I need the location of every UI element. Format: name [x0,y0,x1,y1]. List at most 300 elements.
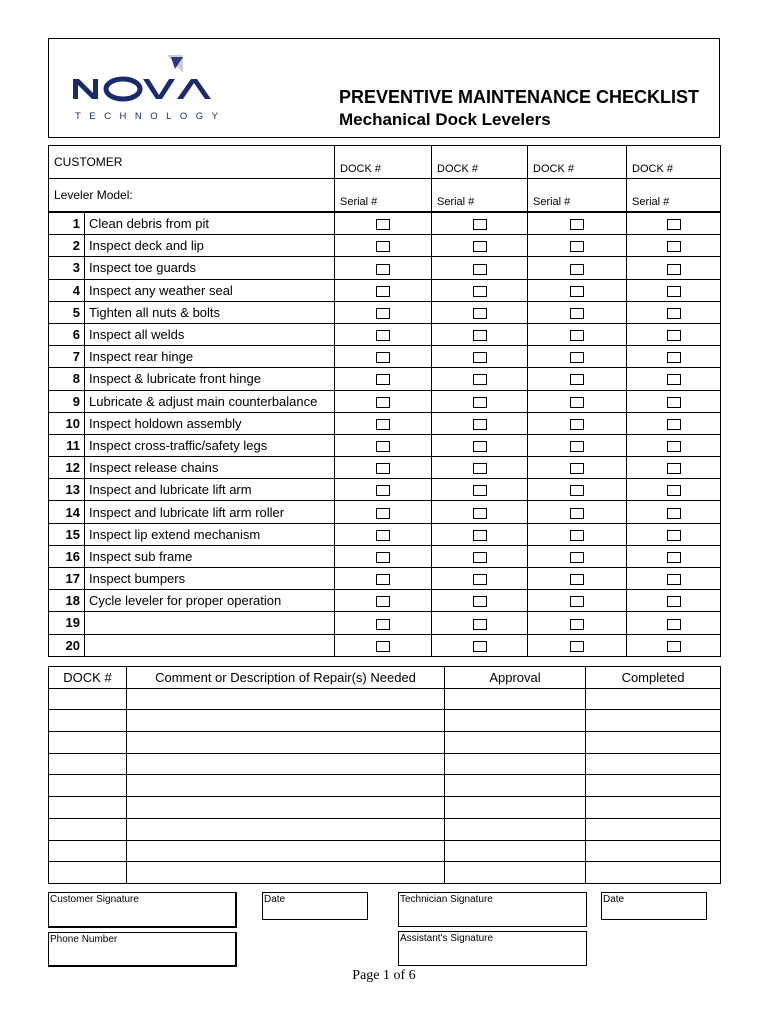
dock-check-cell [528,213,627,235]
checkbox[interactable] [376,641,390,652]
dock-label: DOCK # [335,146,432,179]
checkbox[interactable] [570,641,584,652]
checkbox[interactable] [570,419,584,430]
checklist-row [49,346,721,368]
checkbox[interactable] [570,219,584,230]
checkbox[interactable] [376,352,390,363]
repair-approval-cell[interactable] [445,688,586,710]
dock-check-cell [335,457,432,479]
item-number: 19 [49,612,85,634]
checkbox[interactable] [667,574,681,585]
dock-check-cell [627,235,721,257]
repair-approval-cell[interactable] [445,710,586,732]
task-description: Inspect release chains [85,457,335,479]
checkbox[interactable] [570,286,584,297]
checkbox[interactable] [376,330,390,341]
repair-completed-cell[interactable] [586,688,721,710]
dock-check-cell [528,257,627,279]
checkbox[interactable] [473,330,487,341]
repair-comment-cell[interactable] [127,862,445,884]
dock-label: DOCK # [528,146,627,179]
dock-check-cell [627,390,721,412]
repair-comment-cell[interactable] [127,797,445,819]
checklist-row [49,501,721,523]
checkbox[interactable] [473,419,487,430]
task-description: Tighten all nuts & bolts [85,301,335,323]
dock-check-cell [528,501,627,523]
repair-completed-cell[interactable] [586,818,721,840]
checkbox[interactable] [667,530,681,541]
nova-technology-logo [71,53,241,123]
checklist-row [49,590,721,612]
serial-label: Serial # [528,179,627,212]
customer-signature-label: Customer Signature [50,894,139,905]
repair-dock-cell[interactable] [49,775,127,797]
checkbox[interactable] [667,641,681,652]
dock-check-cell [528,590,627,612]
task-description: Inspect & lubricate front hinge [85,368,335,390]
checkbox[interactable] [570,485,584,496]
repair-approval-cell[interactable] [445,775,586,797]
repair-row [49,710,721,732]
document-title: PREVENTIVE MAINTENANCE CHECKLIST [339,87,700,107]
dock-check-cell [335,346,432,368]
item-number: 18 [49,590,85,612]
checkbox[interactable] [473,485,487,496]
dock-check-cell [528,612,627,634]
repair-approval-cell[interactable] [445,862,586,884]
dock-check-cell [627,568,721,590]
repair-completed-cell[interactable] [586,840,721,862]
checkbox[interactable] [570,463,584,474]
checkbox[interactable] [667,397,681,408]
checklist-row [49,301,721,323]
dock-check-cell [432,390,528,412]
dock-check-cell [335,523,432,545]
checkbox[interactable] [473,219,487,230]
repair-comment-cell[interactable] [127,710,445,732]
dock-check-cell [432,634,528,656]
checklist-row [49,257,721,279]
dock-check-cell [627,257,721,279]
dock-check-cell [627,612,721,634]
checkbox[interactable] [473,574,487,585]
dock-check-cell [627,346,721,368]
dock-check-cell [528,457,627,479]
checkbox[interactable] [473,264,487,275]
checkbox[interactable] [473,508,487,519]
checkbox[interactable] [570,241,584,252]
repair-row [49,840,721,862]
task-description: Inspect rear hinge [85,346,335,368]
checkbox[interactable] [376,241,390,252]
dock-check-cell [528,346,627,368]
checkbox[interactable] [570,352,584,363]
checkbox[interactable] [667,308,681,319]
dock-check-cell [528,390,627,412]
dock-check-cell [335,368,432,390]
document-subtitle: Mechanical Dock Levelers [339,110,551,129]
checkbox[interactable] [570,552,584,563]
checkbox[interactable] [667,485,681,496]
dock-check-cell [432,235,528,257]
item-number: 15 [49,523,85,545]
repair-row [49,818,721,840]
dock-check-cell [335,412,432,434]
dock-check-cell [528,634,627,656]
checklist-row [49,323,721,345]
assistant-signature-label: Assistant's Signature [400,933,494,944]
checkbox[interactable] [667,374,681,385]
dock-check-cell [627,213,721,235]
checkbox[interactable] [667,286,681,297]
dock-check-cell [627,523,721,545]
dock-check-cell [432,523,528,545]
customer-signature-field[interactable] [48,892,237,928]
dock-check-cell [335,301,432,323]
checklist-row [49,479,721,501]
checkbox[interactable] [570,330,584,341]
checkbox[interactable] [570,596,584,607]
dock-check-cell [335,434,432,456]
dock-check-cell [528,568,627,590]
checkbox[interactable] [667,352,681,363]
item-number: 9 [49,390,85,412]
dock-check-cell [335,279,432,301]
dock-check-cell [335,213,432,235]
item-number: 6 [49,323,85,345]
checklist-row [49,235,721,257]
checkbox[interactable] [376,286,390,297]
checkbox[interactable] [376,264,390,275]
item-number: 16 [49,545,85,567]
leveler-model-label: Leveler Model: [49,179,335,212]
checkbox[interactable] [473,352,487,363]
dock-check-cell [528,323,627,345]
repair-comment-cell[interactable] [127,732,445,754]
repairs-table [48,666,721,884]
item-number: 4 [49,279,85,301]
date-field-1[interactable] [262,892,368,920]
dock-check-cell [627,457,721,479]
dock-check-cell [335,612,432,634]
task-description: Inspect bumpers [85,568,335,590]
checkbox[interactable] [473,619,487,630]
checkbox[interactable] [376,485,390,496]
checkbox[interactable] [473,530,487,541]
dock-check-cell [335,501,432,523]
repair-approval-cell[interactable] [445,732,586,754]
task-description: Inspect and lubricate lift arm [85,479,335,501]
date-label: Date [264,894,286,905]
repair-row [49,797,721,819]
dock-check-cell [528,523,627,545]
item-number: 17 [49,568,85,590]
item-number: 7 [49,346,85,368]
repair-comment-cell[interactable] [127,840,445,862]
task-description: Inspect all welds [85,323,335,345]
dock-label: DOCK # [432,146,528,179]
repairs-header-comment: Comment or Description of Repair(s) Needed [127,667,445,689]
dock-check-cell [432,368,528,390]
checkbox[interactable] [376,308,390,319]
serial-label: Serial # [432,179,528,212]
dock-check-cell [335,235,432,257]
dock-check-cell [627,301,721,323]
item-number: 3 [49,257,85,279]
repair-dock-cell[interactable] [49,710,127,732]
dock-check-cell [335,545,432,567]
checklist-row [49,612,721,634]
checkbox[interactable] [376,441,390,452]
task-description: Cycle leveler for proper operation [85,590,335,612]
dock-check-cell [627,279,721,301]
customer-info-table [48,145,721,212]
checkbox[interactable] [667,552,681,563]
checkbox[interactable] [667,330,681,341]
checkbox[interactable] [667,219,681,230]
dock-label: DOCK # [627,146,721,179]
checkbox[interactable] [667,419,681,430]
checkbox[interactable] [570,619,584,630]
svg-text:TECHNOLOGY: TECHNOLOGY [75,111,227,122]
checklist-row [49,457,721,479]
technician-signature-field[interactable] [398,892,587,927]
checkbox[interactable] [570,308,584,319]
phone-number-field[interactable] [48,932,237,967]
repair-dock-cell[interactable] [49,732,127,754]
dock-check-cell [627,479,721,501]
item-number: 8 [49,368,85,390]
repair-comment-cell[interactable] [127,818,445,840]
repair-row [49,688,721,710]
checkbox[interactable] [667,241,681,252]
dock-check-cell [528,434,627,456]
checkbox[interactable] [473,286,487,297]
checkbox[interactable] [473,441,487,452]
dock-check-cell [335,323,432,345]
dock-check-cell [432,457,528,479]
checkbox[interactable] [570,574,584,585]
checklist-row [49,279,721,301]
checkbox[interactable] [570,374,584,385]
dock-check-cell [335,257,432,279]
dock-check-cell [432,257,528,279]
checklist-row [49,368,721,390]
checkbox[interactable] [570,530,584,541]
checkbox[interactable] [376,552,390,563]
dock-check-cell [335,634,432,656]
task-description [85,634,335,656]
dock-check-cell [432,545,528,567]
dock-check-cell [528,368,627,390]
dock-check-cell [627,590,721,612]
dock-check-cell [627,634,721,656]
repair-dock-cell[interactable] [49,797,127,819]
repair-completed-cell[interactable] [586,797,721,819]
checkbox[interactable] [376,397,390,408]
task-description: Inspect toe guards [85,257,335,279]
task-description: Inspect and lubricate lift arm roller [85,501,335,523]
repair-dock-cell[interactable] [49,753,127,775]
checkbox[interactable] [667,441,681,452]
repair-comment-cell[interactable] [127,753,445,775]
repair-completed-cell[interactable] [586,732,721,754]
checklist-row [49,390,721,412]
repair-dock-cell[interactable] [49,862,127,884]
dock-check-cell [627,434,721,456]
checkbox[interactable] [473,552,487,563]
repair-completed-cell[interactable] [586,775,721,797]
dock-check-cell [528,279,627,301]
checkbox[interactable] [570,397,584,408]
repair-approval-cell[interactable] [445,840,586,862]
repair-completed-cell[interactable] [586,753,721,775]
checkbox[interactable] [473,463,487,474]
task-description: Inspect any weather seal [85,279,335,301]
dock-check-cell [335,590,432,612]
checkbox[interactable] [473,641,487,652]
checkbox[interactable] [667,508,681,519]
checklist-row [49,568,721,590]
repairs-header-approval: Approval [445,667,586,689]
checkbox[interactable] [473,397,487,408]
item-number: 13 [49,479,85,501]
phone-number-label: Phone Number [50,934,118,945]
checkbox[interactable] [473,308,487,319]
item-number: 1 [49,213,85,235]
customer-label: CUSTOMER [49,146,335,179]
checkbox[interactable] [667,264,681,275]
checkbox[interactable] [376,574,390,585]
item-number: 12 [49,457,85,479]
dock-check-cell [528,479,627,501]
dock-check-cell [528,301,627,323]
task-description: Inspect cross-traffic/safety legs [85,434,335,456]
task-description: Inspect holdown assembly [85,412,335,434]
repair-approval-cell[interactable] [445,753,586,775]
checkbox[interactable] [473,374,487,385]
dock-check-cell [432,412,528,434]
checkbox[interactable] [376,530,390,541]
dock-check-cell [432,434,528,456]
checklist-row [49,545,721,567]
repairs-header-completed: Completed [586,667,721,689]
repair-completed-cell[interactable] [586,710,721,732]
task-description: Inspect sub frame [85,545,335,567]
repair-row [49,753,721,775]
dock-check-cell [432,612,528,634]
checkbox[interactable] [376,219,390,230]
repair-row [49,862,721,884]
page-number: Page 1 of 6 [352,968,416,983]
technician-signature-label: Technician Signature [400,894,493,905]
dock-check-cell [627,368,721,390]
checkbox[interactable] [376,508,390,519]
dock-check-cell [528,235,627,257]
dock-check-cell [432,301,528,323]
item-number: 10 [49,412,85,434]
dock-check-cell [335,390,432,412]
repairs-header-dock: DOCK # [49,667,127,689]
dock-check-cell [335,568,432,590]
dock-check-cell [432,568,528,590]
assistant-signature-field[interactable] [398,931,587,966]
checkbox[interactable] [570,264,584,275]
repair-comment-cell[interactable] [127,775,445,797]
checkbox[interactable] [473,596,487,607]
repair-row [49,775,721,797]
serial-label: Serial # [627,179,721,212]
repair-dock-cell[interactable] [49,688,127,710]
item-number: 14 [49,501,85,523]
checklist-row [49,412,721,434]
checkbox[interactable] [667,596,681,607]
item-number: 11 [49,434,85,456]
checklist-row [49,434,721,456]
checklist-row [49,213,721,235]
repair-completed-cell[interactable] [586,862,721,884]
checkbox[interactable] [473,241,487,252]
dock-check-cell [627,545,721,567]
checklist-table [48,212,721,657]
repair-dock-cell[interactable] [49,840,127,862]
checkbox[interactable] [376,619,390,630]
checkbox[interactable] [376,374,390,385]
dock-check-cell [627,501,721,523]
checkbox[interactable] [667,463,681,474]
repair-approval-cell[interactable] [445,797,586,819]
task-description: Clean debris from pit [85,213,335,235]
dock-check-cell [528,545,627,567]
repair-approval-cell[interactable] [445,818,586,840]
checkbox[interactable] [570,508,584,519]
repair-comment-cell[interactable] [127,688,445,710]
serial-label: Serial # [335,179,432,212]
checkbox[interactable] [570,441,584,452]
item-number: 20 [49,634,85,656]
repair-dock-cell[interactable] [49,818,127,840]
dock-check-cell [432,479,528,501]
checklist-row [49,523,721,545]
header-box [48,38,720,138]
task-description [85,612,335,634]
dock-check-cell [627,412,721,434]
checkbox[interactable] [667,619,681,630]
dock-check-cell [432,501,528,523]
dock-check-cell [335,479,432,501]
repair-row [49,732,721,754]
dock-check-cell [627,323,721,345]
dock-check-cell [432,213,528,235]
dock-check-cell [432,346,528,368]
date-field-2[interactable] [601,892,707,920]
dock-check-cell [528,412,627,434]
checkbox[interactable] [376,463,390,474]
item-number: 5 [49,301,85,323]
checklist-row [49,634,721,656]
dock-check-cell [432,590,528,612]
date-label: Date [603,894,625,905]
checkbox[interactable] [376,596,390,607]
task-description: Lubricate & adjust main counterbalance [85,390,335,412]
dock-check-cell [432,323,528,345]
task-description: Inspect lip extend mechanism [85,523,335,545]
dock-check-cell [432,279,528,301]
item-number: 2 [49,235,85,257]
checkbox[interactable] [376,419,390,430]
task-description: Inspect deck and lip [85,235,335,257]
